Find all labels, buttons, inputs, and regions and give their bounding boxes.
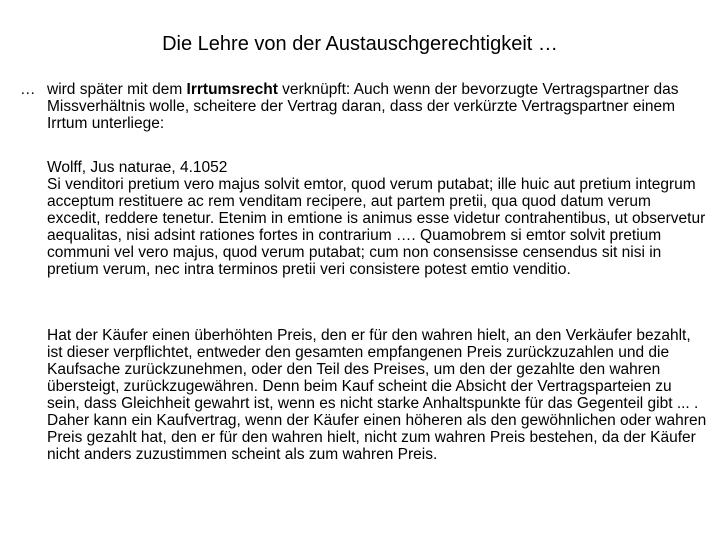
latin-text: Si venditori pretium vero majus solvit emtor, quod verum putabat; ille huic aut pretium integrum acceptum restituere ac rem venditam recipere, aut partem pretii, qua quod datum verum excedit, reddere tenetur. Etenim in emtione is animus esse videtur contrahentibus, ut observetur aequalitas, nisi adsint rationes fortes in contrarium …. Quamobrem si emtor solvit pretium communi vel vero majus, quod verum putabat; cum non consensisse censendus sit nisi in pretium verum, nec intra terminos pretii veri consistere potest emtio venditio. [47,176,706,278]
latin-quote-block [47,159,707,278]
ellipsis-bullet: … [20,81,36,98]
german-translation-block [47,327,707,463]
intro-text-after: verknüpft: Auch wenn der bevorzugte Vertragspartner das Missverhältnis wolle, scheitere der Vertrag daran, dass der verkürzte Vertragspartner einem Irrtum unterliege: [47,81,679,132]
german-text: Hat der Käufer einen überhöhten Preis, den er für den wahren hielt, an den Verkäufer bezahlt, ist dieser verpflichtet, entweder den gesamten empfangenen Preis zurückzuzahlen und die Kaufsache zurückzunehmen, oder den Teil des Preises, um den der gezahlte den wahren übersteigt, zurückzugewähren. Denn beim Kauf scheint die Absicht der Vertragsparteien zu sein, dass Gleichheit gewahrt ist, wenn es nicht starke Anhaltspunkte für das Gegenteil gibt ... . Daher kann ein Kaufvertrag, wenn der Käufer einen höheren als den gewöhnlichen oder wahren Preis gezahlt hat, den er für den wahren hielt, nicht zum wahren Preis bestehen, da der Käufer nicht anders zuzustimmen scheint als zum wahren Preis. [47,327,707,463]
intro-paragraph [20,81,700,132]
intro-text-before: wird später mit dem [47,81,187,98]
intro-text [47,81,700,132]
intro-term: Irrtumsrecht [186,81,278,98]
citation: Wolff, Jus naturae, 4.1052 [47,159,228,176]
slide-title: Die Lehre von der Austauschgerechtigkeit … [162,33,558,55]
